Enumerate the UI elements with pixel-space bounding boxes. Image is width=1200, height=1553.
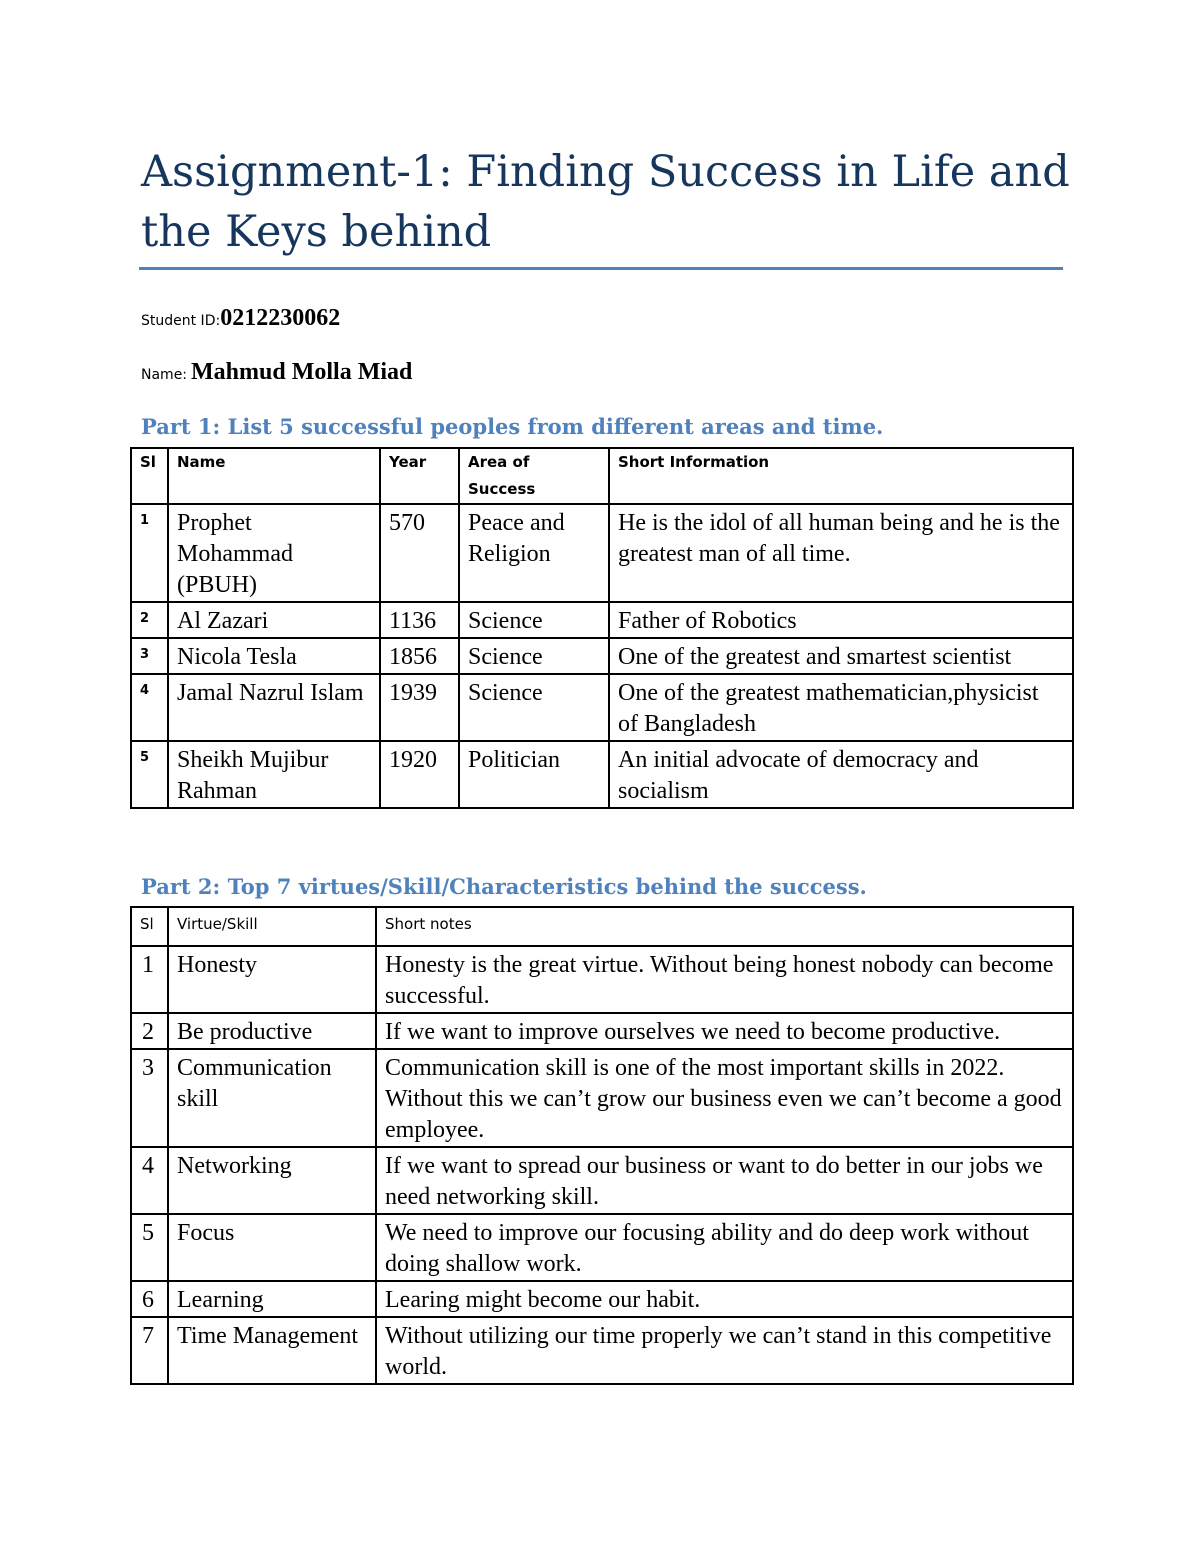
- successful-people-table: [130, 447, 1074, 809]
- row-notes: We need to improve our focusing ability and do deep work without doing shallow work.: [376, 1214, 1073, 1281]
- table-header-row: [131, 907, 1073, 946]
- row-info: One of the greatest and smartest scientist: [609, 638, 1073, 674]
- student-id-line: [141, 305, 340, 332]
- row-area: Science: [459, 674, 609, 741]
- row-year: 1939: [380, 674, 459, 741]
- row-info: One of the greatest mathematician,physicist of Bangladesh: [609, 674, 1073, 741]
- row-sl: 5: [131, 1214, 168, 1281]
- row-year: 1136: [380, 602, 459, 638]
- table-row: [131, 1147, 1073, 1214]
- row-notes: Communication skill is one of the most important skills in 2022. Without this we can’t grow our business even we can’t become a good employee.: [376, 1049, 1073, 1147]
- row-name: Jamal Nazrul Islam: [168, 674, 380, 741]
- row-info: An initial advocate of democracy and socialism: [609, 741, 1073, 808]
- row-virtue: Networking: [168, 1147, 376, 1214]
- column-header-name: Name: [168, 448, 380, 504]
- row-year: 1920: [380, 741, 459, 808]
- row-virtue: Communication skill: [168, 1049, 376, 1147]
- row-sl: 3: [131, 638, 168, 674]
- row-sl: 6: [131, 1281, 168, 1317]
- table-row: [131, 1214, 1073, 1281]
- row-year: 570: [380, 504, 459, 602]
- table-row: [131, 504, 1073, 602]
- row-area: Politician: [459, 741, 609, 808]
- row-virtue: Honesty: [168, 946, 376, 1013]
- row-sl: 3: [131, 1049, 168, 1147]
- row-notes: Honesty is the great virtue. Without being honest nobody can become successful.: [376, 946, 1073, 1013]
- table-row: [131, 1013, 1073, 1049]
- row-name: Sheikh Mujibur Rahman: [168, 741, 380, 808]
- row-name: Prophet Mohammad (PBUH): [168, 504, 380, 602]
- row-notes: If we want to improve ourselves we need to become productive.: [376, 1013, 1073, 1049]
- column-header-notes: Short notes: [376, 907, 1073, 946]
- table-row: [131, 741, 1073, 808]
- title-underline: [139, 267, 1063, 270]
- part1-heading: Part 1: List 5 successful peoples from different areas and time.: [141, 414, 884, 439]
- column-header-year: Year: [380, 448, 459, 504]
- row-sl: 1: [131, 504, 168, 602]
- row-area: Peace and Religion: [459, 504, 609, 602]
- row-virtue: Focus: [168, 1214, 376, 1281]
- row-year: 1856: [380, 638, 459, 674]
- table-row: [131, 674, 1073, 741]
- row-notes: Without utilizing our time properly we can’t stand in this competitive world.: [376, 1317, 1073, 1384]
- row-info: Father of Robotics: [609, 602, 1073, 638]
- row-sl: 2: [131, 602, 168, 638]
- row-sl: 7: [131, 1317, 168, 1384]
- row-name: Nicola Tesla: [168, 638, 380, 674]
- table-row: [131, 1281, 1073, 1317]
- column-header-virtue: Virtue/Skill: [168, 907, 376, 946]
- page-title: Assignment-1: Finding Success in Life and the Keys behind: [141, 147, 1070, 257]
- row-notes: If we want to spread our business or want to do better in our jobs we need networking skill.: [376, 1147, 1073, 1214]
- column-header-sl: Sl: [131, 907, 168, 946]
- row-sl: 4: [131, 674, 168, 741]
- column-header-sl: Sl: [131, 448, 168, 504]
- student-name-line: [141, 359, 412, 386]
- table-row: [131, 1317, 1073, 1384]
- student-name-label: Name:: [141, 367, 188, 383]
- row-virtue: Learning: [168, 1281, 376, 1317]
- virtues-table: [130, 906, 1074, 1385]
- student-id-value: 0212230062: [220, 305, 341, 331]
- student-name-value: Mahmud Molla Miad: [191, 359, 413, 385]
- row-notes: Learing might become our habit.: [376, 1281, 1073, 1317]
- student-id-label: Student ID:: [141, 313, 221, 329]
- table-row: [131, 1049, 1073, 1147]
- row-area: Science: [459, 602, 609, 638]
- row-sl: 4: [131, 1147, 168, 1214]
- row-virtue: Be productive: [168, 1013, 376, 1049]
- table-header-row: [131, 448, 1073, 504]
- row-sl: 1: [131, 946, 168, 1013]
- row-sl: 2: [131, 1013, 168, 1049]
- table-row: [131, 638, 1073, 674]
- table-row: [131, 602, 1073, 638]
- row-name: Al Zazari: [168, 602, 380, 638]
- row-virtue: Time Management: [168, 1317, 376, 1384]
- part2-heading: Part 2: Top 7 virtues/Skill/Characteristics behind the success.: [141, 874, 867, 899]
- row-sl: 5: [131, 741, 168, 808]
- row-info: He is the idol of all human being and he is the greatest man of all time.: [609, 504, 1073, 602]
- column-header-info: Short Information: [609, 448, 1073, 504]
- table-row: [131, 946, 1073, 1013]
- column-header-area: Area of Success: [459, 448, 609, 504]
- row-area: Science: [459, 638, 609, 674]
